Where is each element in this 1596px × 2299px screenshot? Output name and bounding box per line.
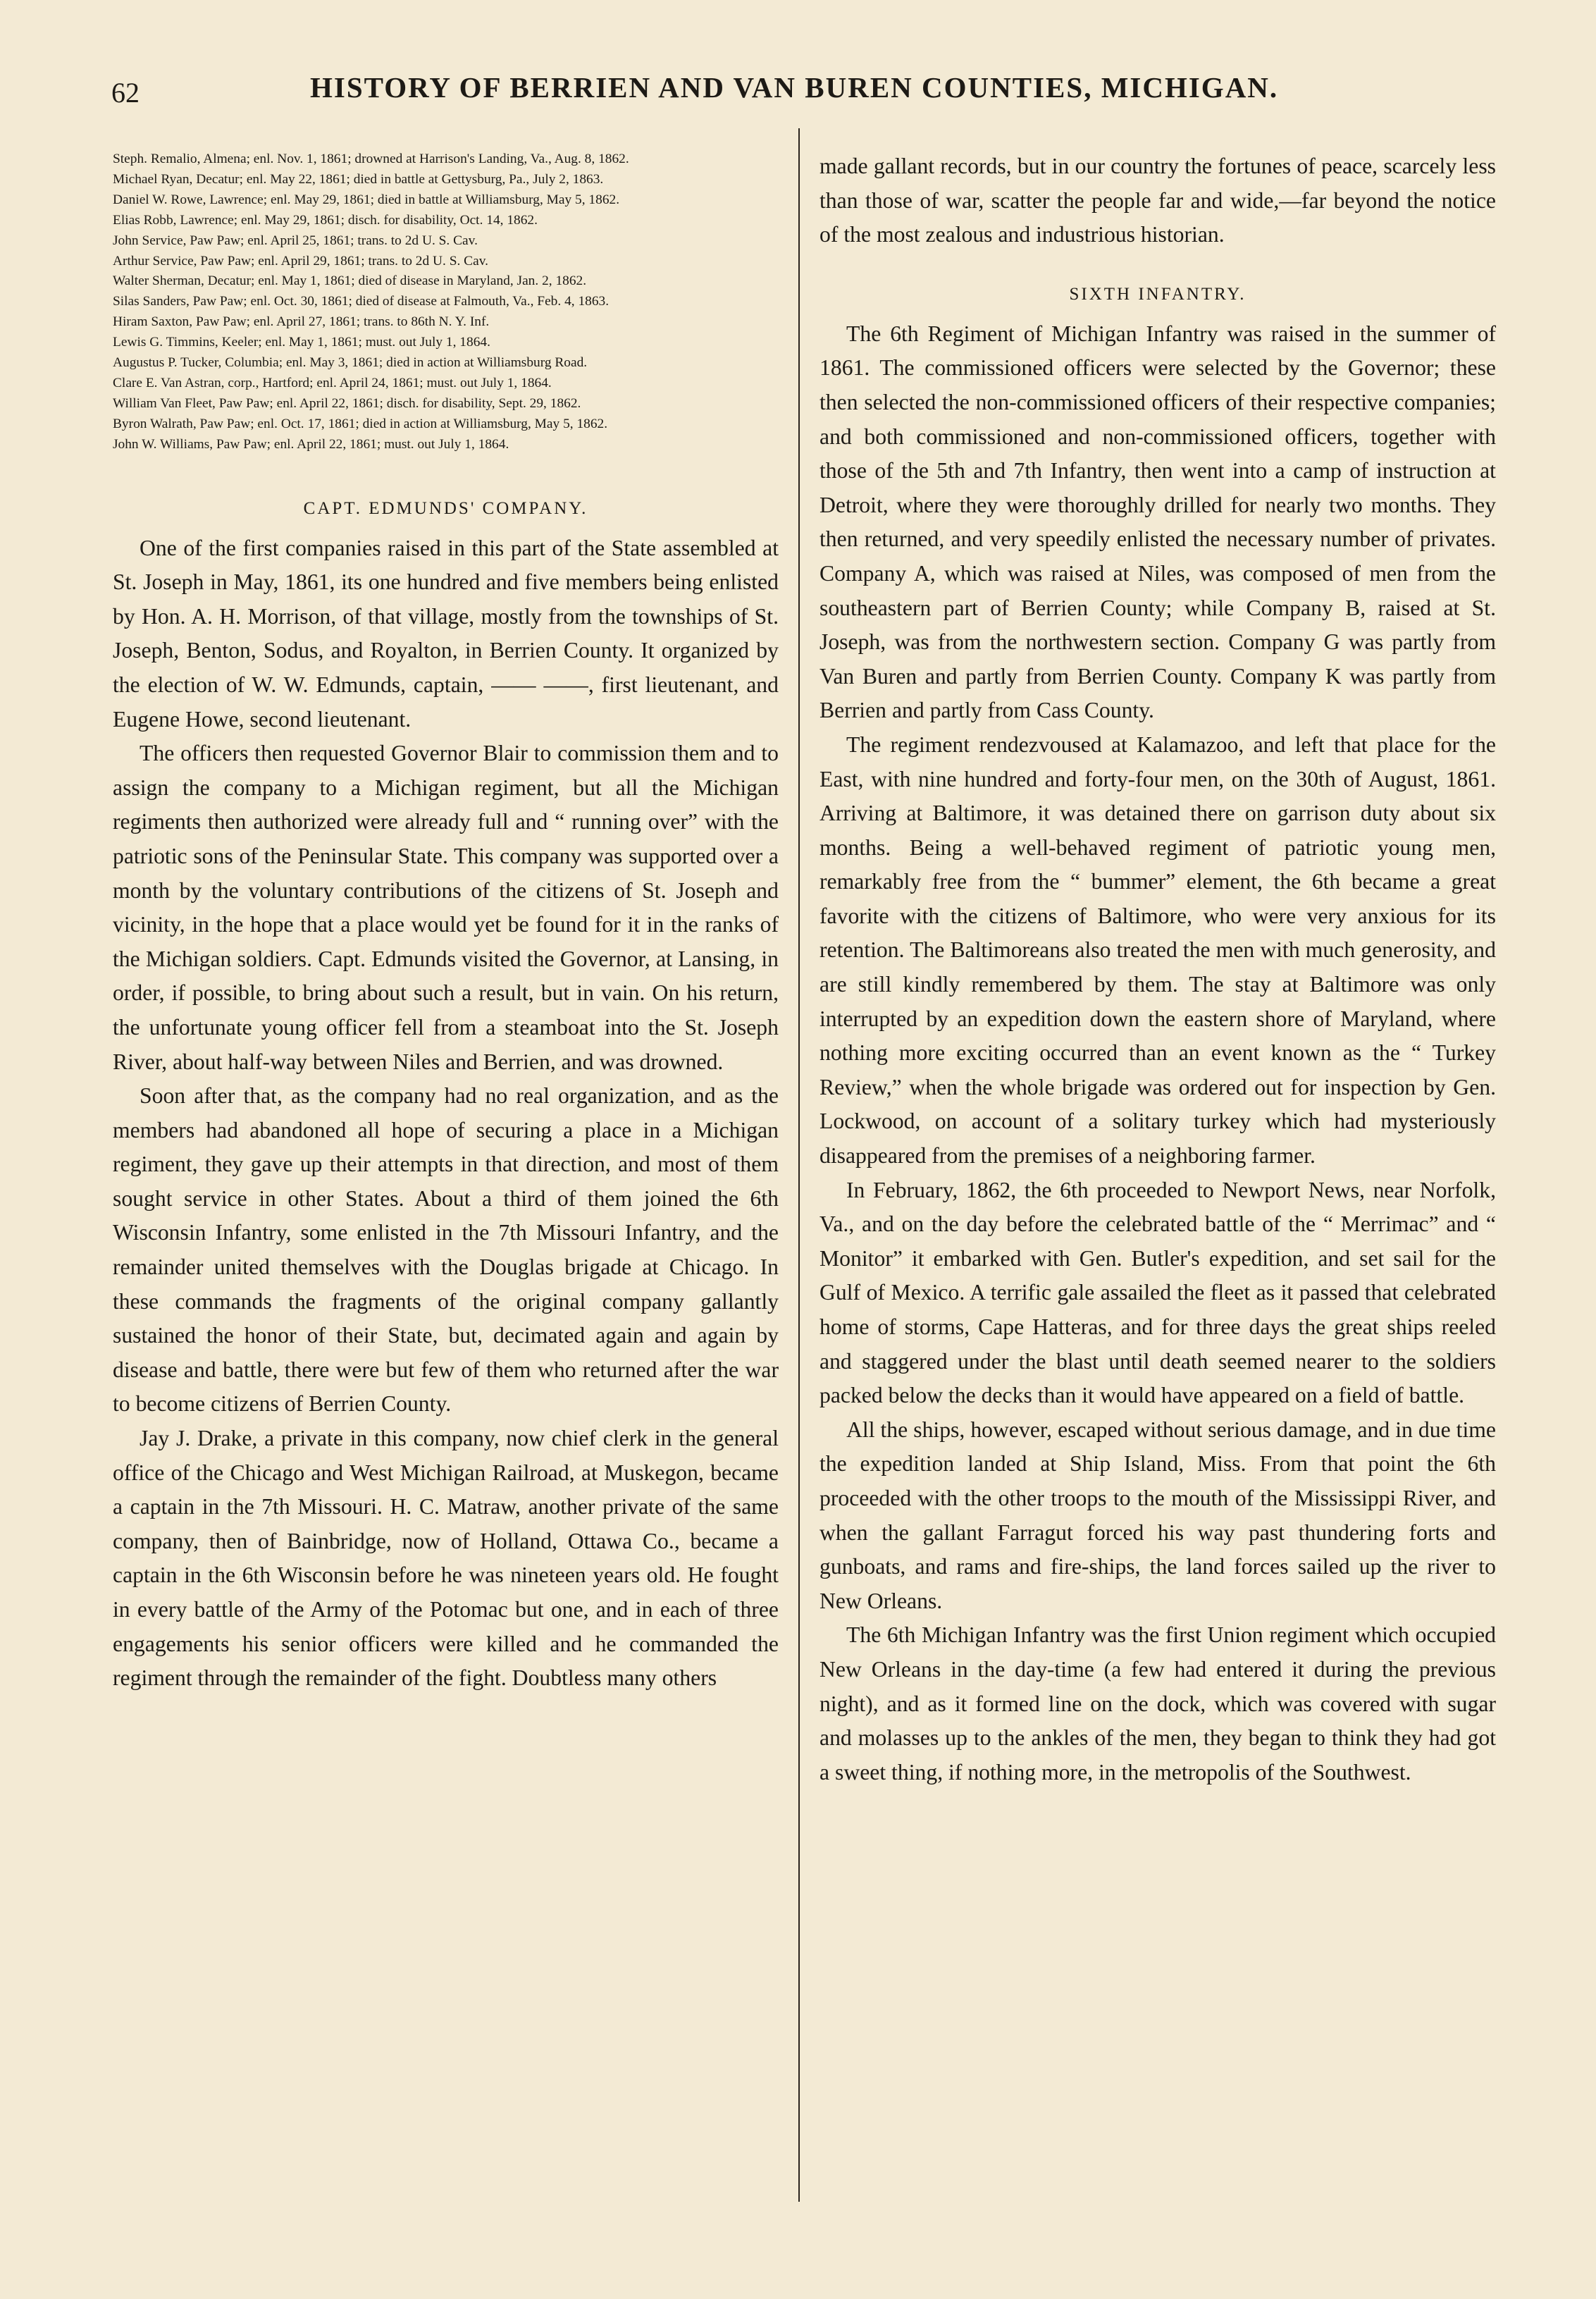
roster-entry: Arthur Service, Paw Paw; enl. April 29, 1861; trans. to 2d U. S. Cav. [113,253,489,269]
right-column [819,149,1496,1789]
roster-entry: Michael Ryan, Decatur; enl. May 22, 1861; died in battle at Gettysburg, Pa., July 2, 1863. [113,171,604,187]
roster-list [113,149,779,455]
body-paragraph: The officers then requested Governor Blair to commission them and to assign the company to a Michigan regiment, but all the Michigan regiments then authorized were already full and “ running over” with the patriotic sons of the Peninsular State. This company was supported over a month by the voluntary contributions of the citizens of St. Joseph and vicinity, in the hope that a place would yet be found for it in the ranks of the Michigan soldiers. Capt. Edmunds visited the Governor, at Lansing, in order, if possible, to bring about such a result, but in vain. On his return, the unfortunate young officer fell from a steamboat into the St. Joseph River, about half-way between Niles and Berrien, and was drowned. [113,741,779,1074]
body-paragraph: One of the first companies raised in this part of the State assembled at St. Joseph in May, 1861, its one hundred and five members being enlisted by Hon. A. H. Morrison, of that village, mostly from the townships of St. Joseph, Benton, Sodus, and Royalton, in Berrien County. It organized by the election of W. W. Edmunds, captain, —— ——, first lieutenant, and Eugene Howe, second lieutenant. [113,535,779,732]
roster-entry: Byron Walrath, Paw Paw; enl. Oct. 17, 1861; died in action at Williamsburg, May 5, 1862. [113,416,608,431]
section-heading-sixth-infantry: SIXTH INFANTRY. [1069,284,1247,304]
running-header: HISTORY OF BERRIEN AND VAN BUREN COUNTIES, MICHIGAN. [310,71,1279,104]
roster-entry: Augustus P. Tucker, Columbia; enl. May 3, 1861; died in action at Williamsburg Road. [113,355,588,371]
roster-entry: Elias Robb, Lawrence; enl. May 29, 1861; disch. for disability, Oct. 14, 1862. [113,212,538,228]
column-divider [798,128,800,2202]
roster-entry: Walter Sherman, Decatur; enl. May 1, 1861; died of disease in Maryland, Jan. 2, 1862. [113,273,587,289]
roster-entry: Hiram Saxton, Paw Paw; enl. April 27, 1861; trans. to 86th N. Y. Inf. [113,314,490,330]
body-paragraph: Jay J. Drake, a private in this company, now chief clerk in the general office of the Chicago and West Michigan Railroad, at Muskegon, became a captain in the 7th Missouri. H. C. Matraw, another private of the same company, then of Bainbridge, now of Holland, Ottawa Co., became a captain in the 6th Wisconsin before he was nineteen years old. He fought in every battle of the Army of the Potomac but one, and in each of three engagements his senior officers were killed and he commanded the regiment through the remainder of the fight. Doubtless many others [113,1426,779,1691]
roster-entry: Daniel W. Rowe, Lawrence; enl. May 29, 1861; died in battle at Williamsburg, May 5, 1862. [113,192,620,207]
body-paragraph: All the ships, however, escaped without serious damage, and in due time the expedition landed at Ship Island, Miss. From that point the 6th proceeded with the other troops to the mouth of the Mississippi River, and when the gallant Farragut forced his way past thundering forts and gunboats, and rams and fire-ships, the land forces sailed up the river to New Orleans. [819,1417,1496,1613]
body-paragraph: The 6th Michigan Infantry was the first Union regiment which occupied New Orleans in the day-time (a few had entered it during the previous night), and as it formed line on the dock, which was covered with sugar and molasses up to the ankles of the men, they began to think they had got a sweet thing, if nothing more, in the metropolis of the Southwest. [819,1622,1496,1785]
roster-entry: Clare E. Van Astran, corp., Hartford; enl. April 24, 1861; must. out July 1, 1864. [113,375,552,390]
continuation-paragraph: made gallant records, but in our country the fortunes of peace, scarcely less than those of war, scatter the people far and wide,—far beyond the notice of the most zealous and industrious historian. [819,154,1496,247]
roster-entry: William Van Fleet, Paw Paw; enl. April 22, 1861; disch. for disability, Sept. 29, 1862. [113,395,581,411]
roster-entry: John W. Williams, Paw Paw; enl. April 22, 1861; must. out July 1, 1864. [113,436,509,452]
body-paragraph: In February, 1862, the 6th proceeded to Newport News, near Norfolk, Va., and on the day before the celebrated battle of the “ Merrimac” and “ Monitor” it embarked with Gen. Butler's expedition, and set sail for the Gulf of Mexico. A terrific gale assailed the fleet as it passed that celebrated home of storms, Cape Hatteras, and for three days the great ships reeled and staggered under the blast until death seemed nearer to the soldiers packed below the decks than it would have appeared on a field of battle. [819,1177,1496,1408]
roster-entry: Lewis G. Timmins, Keeler; enl. May 1, 1861; must. out July 1, 1864. [113,335,490,350]
page-number: 62 [111,77,140,109]
roster-entry: John Service, Paw Paw; enl. April 25, 1861; trans. to 2d U. S. Cav. [113,233,478,248]
section-heading-edmunds-company: CAPT. EDMUNDS' COMPANY. [303,498,588,518]
body-paragraph: The 6th Regiment of Michigan Infantry was raised in the summer of 1861. The commissioned officers were selected by the Governor; these then selected the non-commissioned officers of their respective companies; and both commissioned and non-commissioned officers, together with those of the 5th and 7th Infantry, then went into a camp of instruction at Detroit, where they were thoroughly drilled for nearly two months. They then returned, and very speedily enlisted the necessary number of privates. Company A, which was raised at Niles, was composed of men from the southeastern part of Berrien County; while Company B, raised at St. Joseph, was from the northwestern section. Company G was partly from Van Buren and partly from Berrien County. Company K was partly from Berrien and partly from Cass County. [819,321,1496,723]
roster-entry: Steph. Remalio, Almena; enl. Nov. 1, 1861; drowned at Harrison's Landing, Va., Aug. 8, 1862. [113,152,629,166]
roster-entry: Silas Sanders, Paw Paw; enl. Oct. 30, 1861; died of disease at Falmouth, Va., Feb. 4, 1863. [113,294,610,309]
left-column [113,149,779,1696]
body-paragraph: Soon after that, as the company had no real organization, and as the members had abandoned all hope of securing a place in a Michigan regiment, they gave up their attempts in that direction, and most of them sought service in other States. About a third of them joined the 6th Wisconsin Infantry, some enlisted in the 7th Missouri Infantry, and the remainder united themselves with the Douglas brigade at Chicago. In these commands the fragments of the original company gallantly sustained the honor of their State, but, decimated again and again by disease and battle, there were but few of them who returned after the war to become citizens of Berrien County. [113,1083,779,1417]
body-paragraph: The regiment rendezvoused at Kalamazoo, and left that place for the East, with nine hundred and forty-four men, on the 30th of August, 1861. Arriving at Baltimore, it was detained there on garrison duty about six months. Being a well-behaved regiment of patriotic young men, remarkably free from the “ bummer” element, the 6th became a great favorite with the citizens of Baltimore, who were very anxious for its retention. The Baltimoreans also treated the men with much generosity, and are still kindly remembered by them. The stay at Baltimore was only interrupted by an expedition down the eastern shore of Maryland, where nothing more exciting occurred than an event known as the “ Turkey Review,” when the whole brigade was ordered out for inspection by Gen. Lockwood, on account of a solitary turkey which had mysteriously disappeared from the premises of a neighboring farmer. [819,732,1496,1169]
